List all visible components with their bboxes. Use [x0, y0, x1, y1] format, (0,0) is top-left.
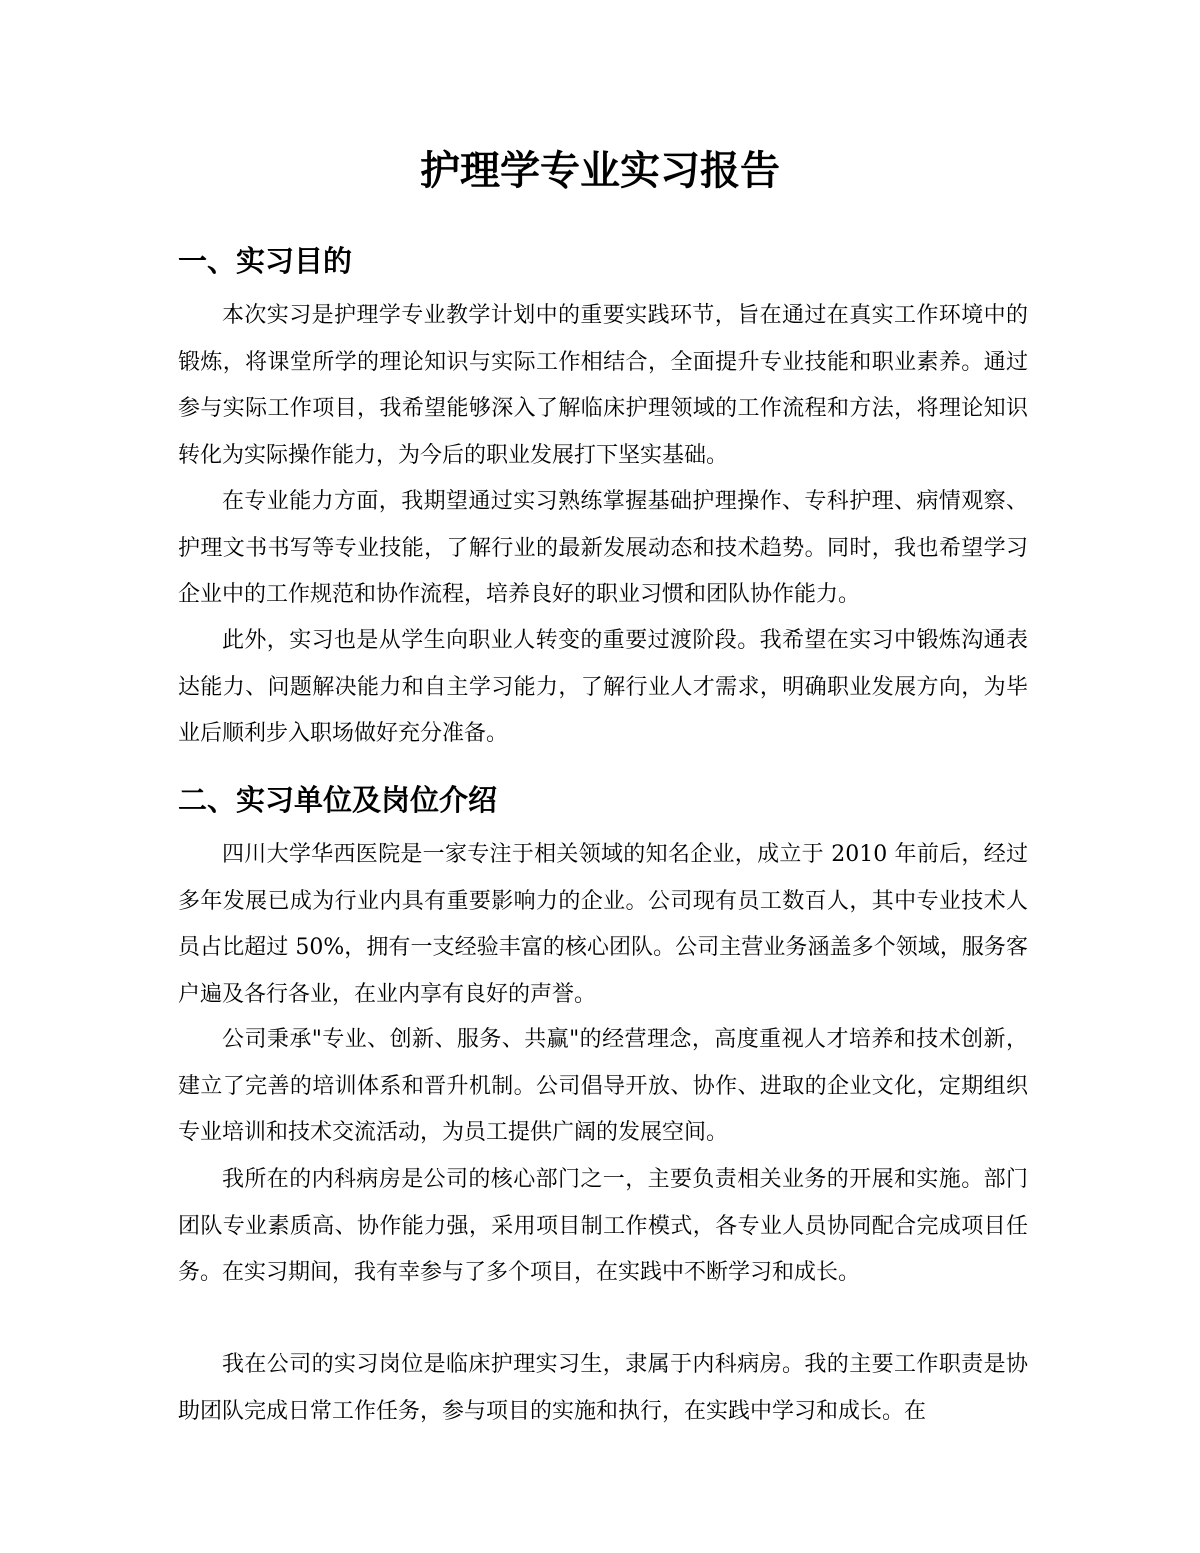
- paragraph: 公司秉承"专业、创新、服务、共赢"的经营理念，高度重视人才培养和技术创新，建立了完善的培训体系和晋升机制。公司倡导开放、协作、进取的企业文化，定期组织专业培训和技术交流活动，为员工提供广阔的发展空间。: [178, 1027, 1028, 1145]
- section-heading-purpose: 一、实习目的: [178, 244, 353, 278]
- paragraph: 我在公司的实习岗位是临床护理实习生，隶属于内科病房。我的主要工作职责是协助团队完成日常工作任务，参与项目的实施和执行，在实践中学习和成长。在: [178, 1352, 1028, 1424]
- paragraph: 本次实习是护理学专业教学计划中的重要实践环节，旨在通过在真实工作环境中的锻炼，将课堂所学的理论知识与实际工作相结合，全面提升专业技能和职业素养。通过参与实际工作项目，我希望能够深入了解临床护理领域的工作流程和方法，将理论知识转化为实际操作能力，为今后的职业发展打下坚实基础。: [178, 303, 1028, 468]
- paragraph: 此外，实习也是从学生向职业人转变的重要过渡阶段。我希望在实习中锻炼沟通表达能力、问题解决能力和自主学习能力，了解行业人才需求，明确职业发展方向，为毕业后顺利步入职场做好充分准备。: [178, 628, 1028, 746]
- paragraph: 四川大学华西医院是一家专注于相关领域的知名企业，成立于 2010 年前后，经过多年发展已成为行业内具有重要影响力的企业。公司现有员工数百人，其中专业技术人员占比超过 50%，拥有一支经验丰富的核心团队。公司主营业务涵盖多个领域，服务客户遍及各行各业，在业内享有良好的声誉。: [178, 842, 1028, 1007]
- section-heading-company: 二、实习单位及岗位介绍: [178, 783, 498, 817]
- document-title: 护理学专业实习报告: [420, 148, 780, 194]
- paragraph: 我所在的内科病房是公司的核心部门之一，主要负责相关业务的开展和实施。部门团队专业素质高、协作能力强，采用项目制工作模式，各专业人员协同配合完成项目任务。在实习期间，我有幸参与了多个项目，在实践中不断学习和成长。: [178, 1167, 1028, 1285]
- paragraph: 在专业能力方面，我期望通过实习熟练掌握基础护理操作、专科护理、病情观察、护理文书书写等专业技能，了解行业的最新发展动态和技术趋势。同时，我也希望学习企业中的工作规范和协作流程，培养良好的职业习惯和团队协作能力。: [178, 489, 1028, 607]
